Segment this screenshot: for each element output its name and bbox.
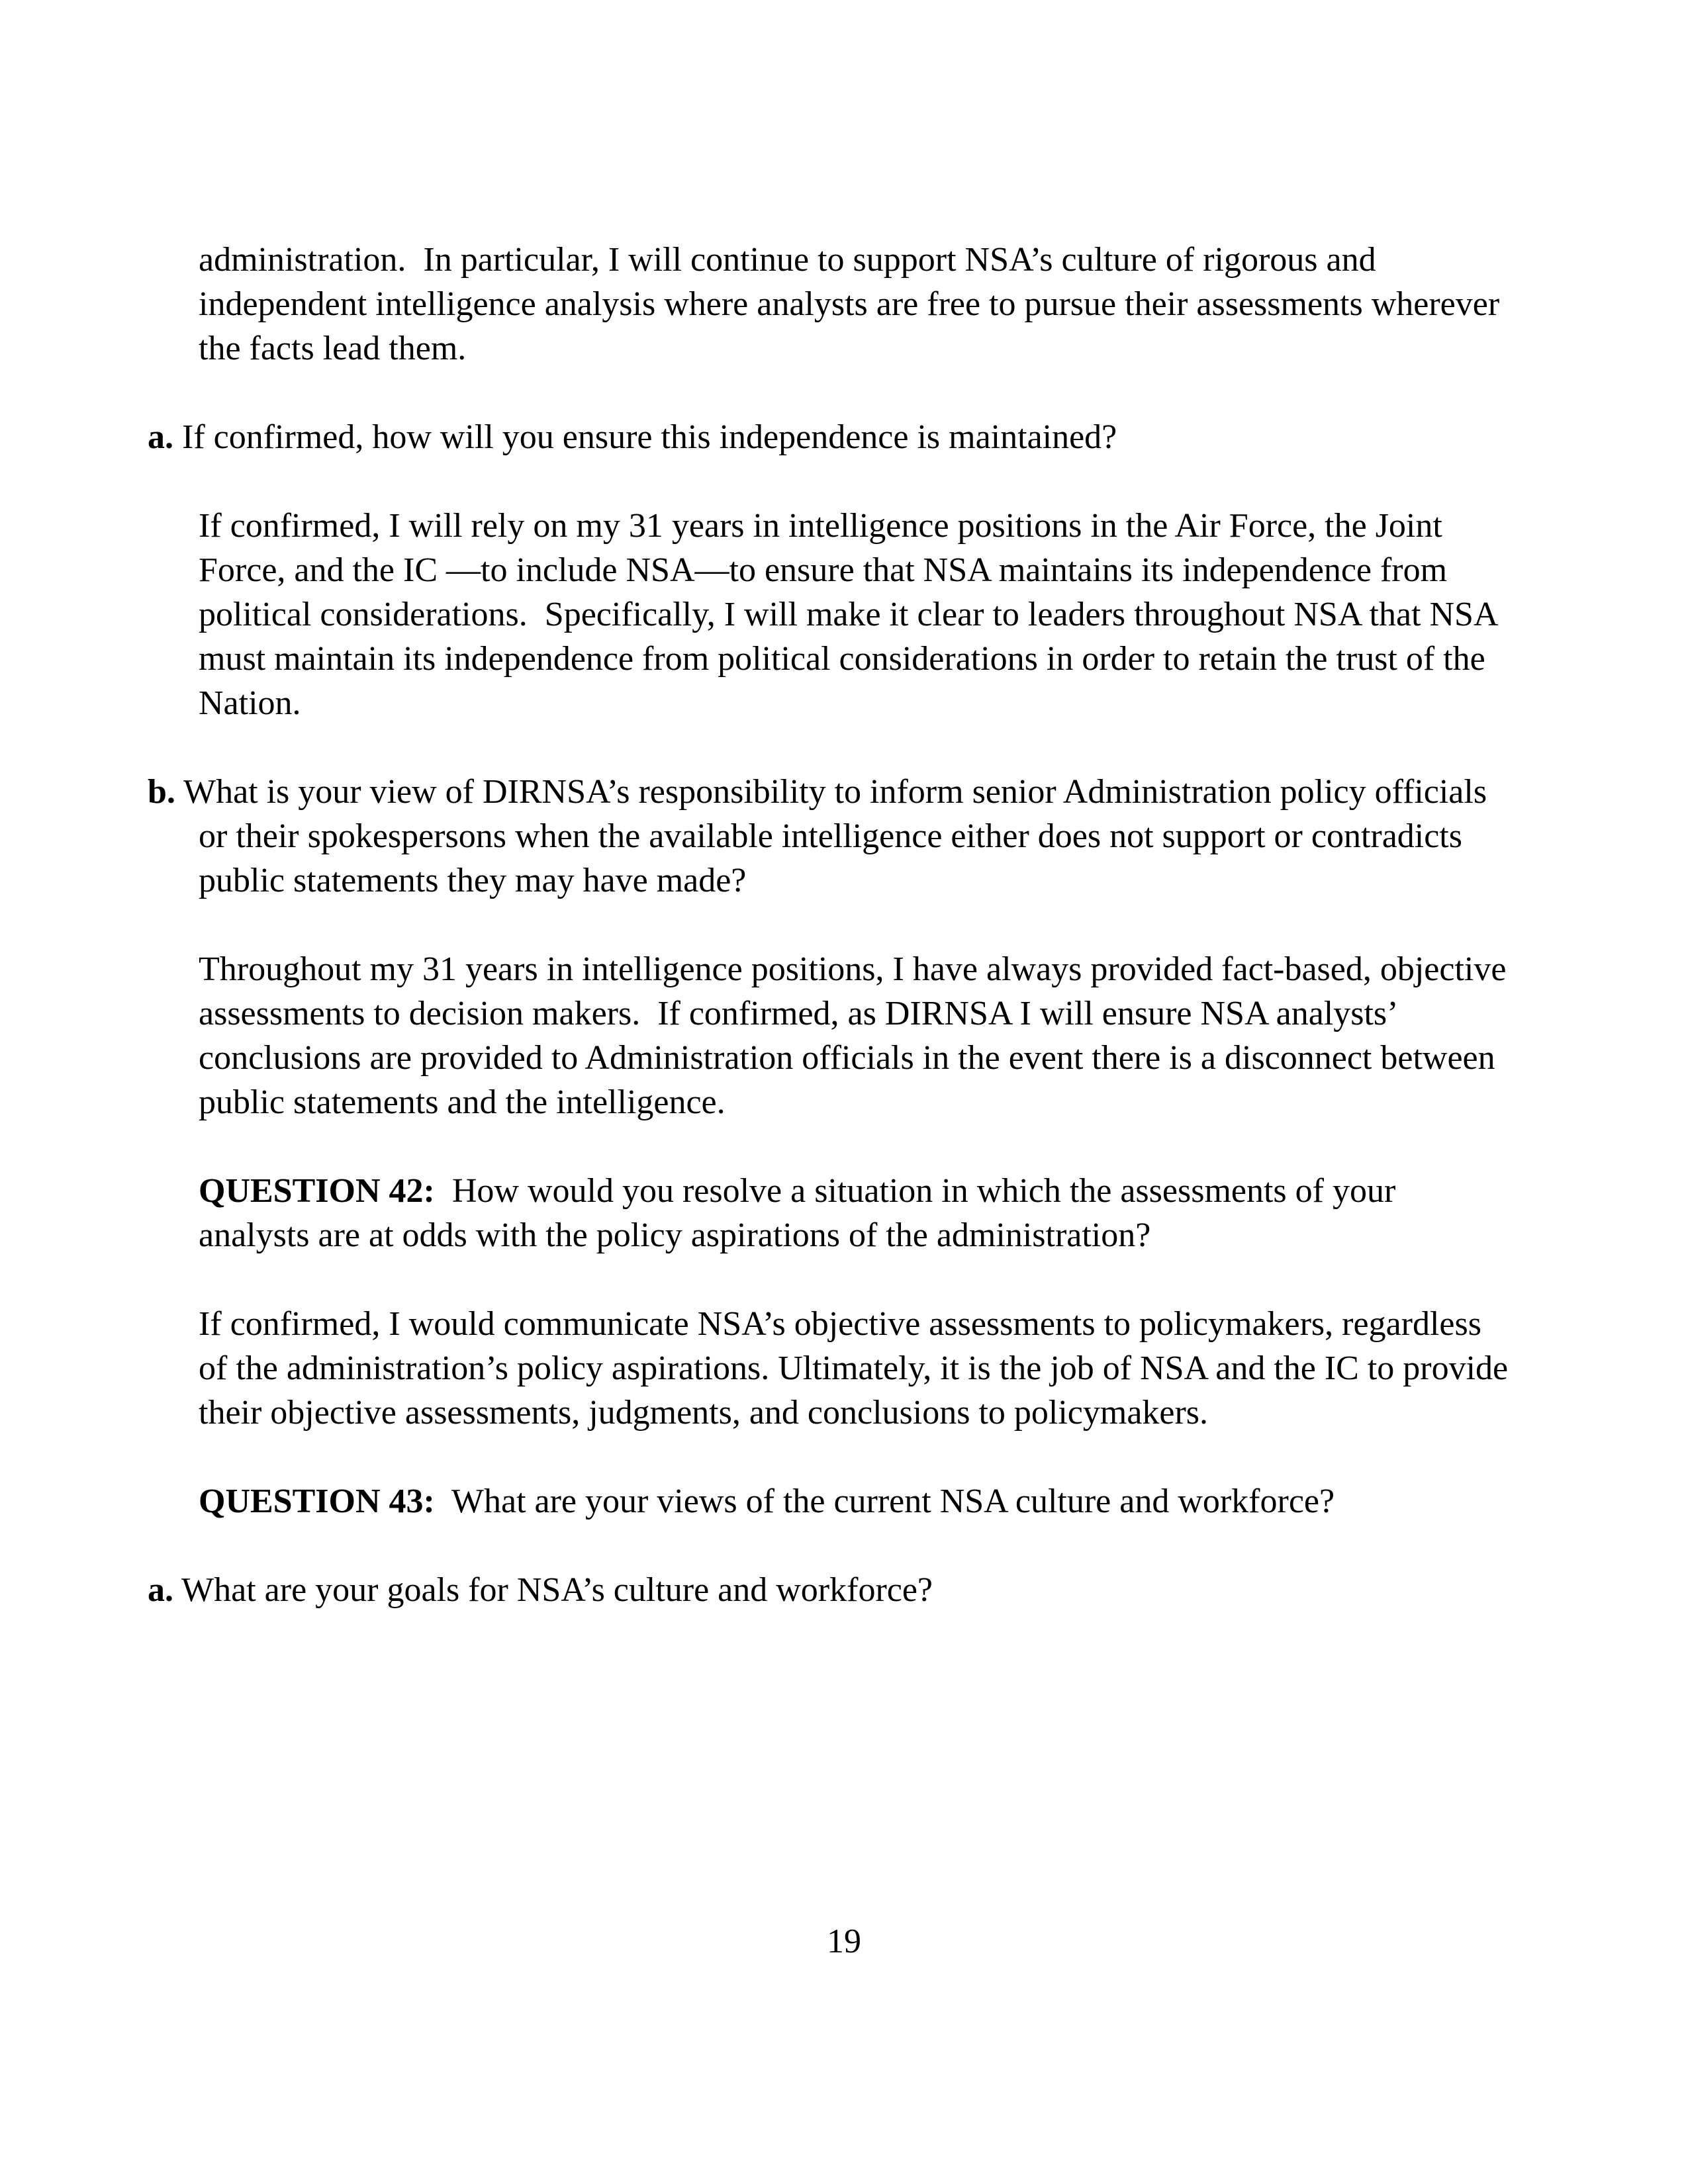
question-43-heading [199, 1479, 1513, 1524]
answer-41b [199, 947, 1513, 1124]
answer-42 [199, 1302, 1517, 1435]
question-43-label: QUESTION 43: [199, 1482, 435, 1520]
question-43a-item [148, 1568, 1513, 1612]
question-43a-text: What are your goals for NSA’s culture and workforce? [173, 1571, 933, 1609]
page-number: 19 [827, 1923, 861, 1960]
answer-41a-text: If confirmed, I will rely on my 31 years in intelligence positions in the Air Force, the Joint Force, and the IC —to include NSA—to ensure that NSA maintains its independence from political considerations. Specifically, I will make it clear to leaders throughout NSA that NSA must maintain its independence from political considerations in order to retain the trust of the Nation. [199, 507, 1505, 722]
answer-41b-text: Throughout my 31 years in intelligence positions, I have always provided fact-based, objective assessments to decision makers. If confirmed, as DIRNSA I will ensure NSA analysts’ conclusions are provided to Administration officials in the event there is a disconnect between public statements and the intelligence. [199, 950, 1515, 1121]
intro-paragraph [199, 238, 1513, 371]
question-41a-text: If confirmed, how will you ensure this independence is maintained? [173, 418, 1117, 456]
question-42-heading [199, 1169, 1513, 1257]
page-content [148, 238, 1517, 1657]
question-43-text: What are your views of the current NSA culture and workforce? [434, 1482, 1335, 1520]
question-41a-item [148, 415, 1513, 459]
question-41b-label: b. [148, 773, 175, 811]
intro-paragraph-text: administration. In particular, I will continue to support NSA’s culture of rigorous and independent intelligence analysis where analysts are free to pursue their assessments wherever the facts lead them. [199, 241, 1509, 367]
question-41b-text: What is your view of DIRNSA’s responsibility to inform senior Administration policy officials or their spokespersons when the available intelligence either does not support or contradicts public statements they may have made? [175, 773, 1496, 899]
answer-42-text: If confirmed, I would communicate NSA’s objective assessments to policymakers, regardless of the administration’s policy aspirations. Ultimately, it is the job of NSA and the IC to provide their objective assessments, judgments, and conclusions to policymakers. [199, 1305, 1517, 1432]
question-43a-label: a. [148, 1571, 173, 1609]
question-41a-label: a. [148, 418, 173, 456]
question-41b-item [148, 770, 1513, 903]
question-42-text: How would you resolve a situation in which the assessments of your analysts are at odds with the policy aspirations of the administration? [199, 1172, 1405, 1254]
question-42-label: QUESTION 42: [199, 1172, 435, 1210]
answer-41a [199, 504, 1513, 725]
